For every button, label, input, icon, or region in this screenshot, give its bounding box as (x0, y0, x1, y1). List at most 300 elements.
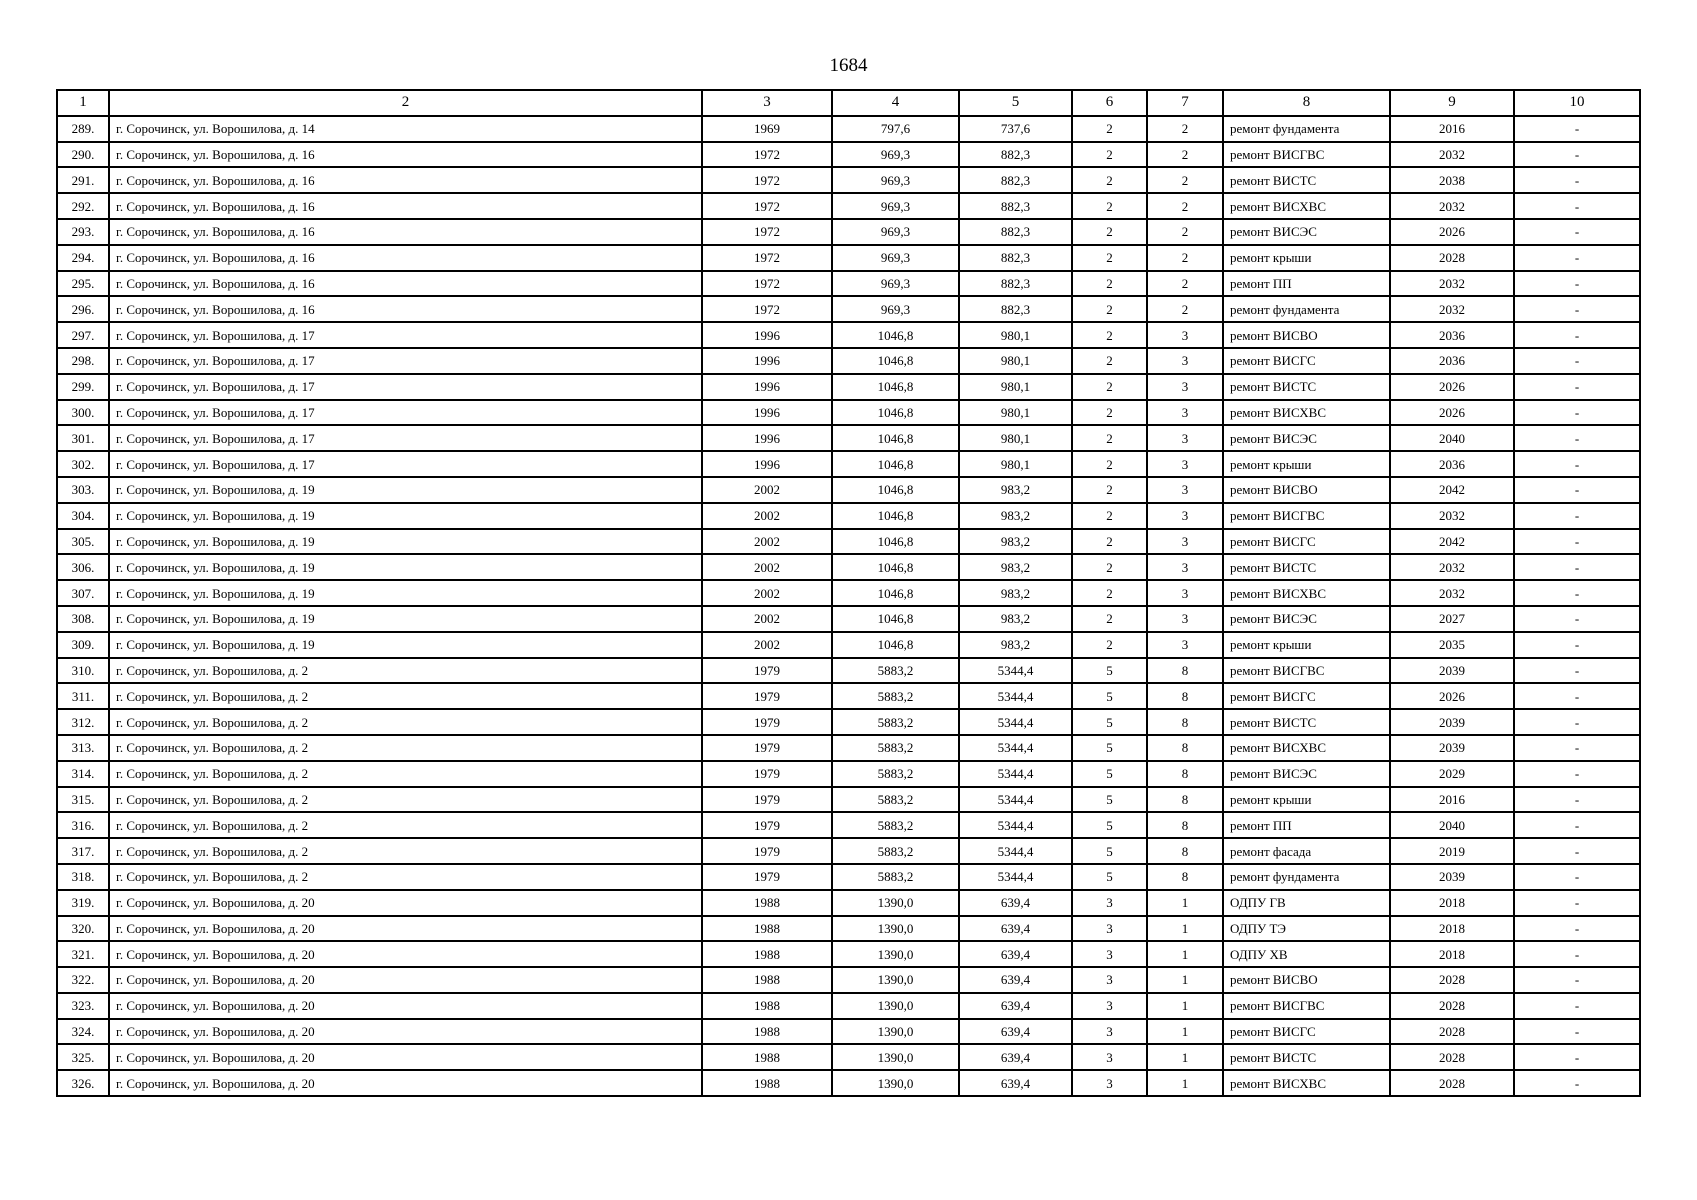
cell-floors: 2 (1072, 554, 1147, 580)
cell-entrances: 3 (1147, 322, 1223, 348)
cell-planned-year: 2018 (1390, 941, 1514, 967)
cell-note: - (1514, 1019, 1640, 1045)
cell-planned-year: 2039 (1390, 709, 1514, 735)
cell-year-built: 1996 (702, 400, 832, 426)
cell-note: - (1514, 993, 1640, 1019)
table-row (57, 503, 1640, 529)
table-row (57, 529, 1640, 555)
cell-living-area: 639,4 (959, 941, 1072, 967)
cell-work-type: ремонт ВИСТС (1223, 374, 1390, 400)
cell-year-built: 1979 (702, 709, 832, 735)
cell-work-type: ремонт ВИСЭС (1223, 219, 1390, 245)
cell-planned-year: 2038 (1390, 167, 1514, 193)
table-row (57, 632, 1640, 658)
cell-living-area: 5344,4 (959, 735, 1072, 761)
cell-row-number: 322. (57, 967, 109, 993)
cell-floors: 2 (1072, 503, 1147, 529)
cell-year-built: 1972 (702, 193, 832, 219)
cell-row-number: 323. (57, 993, 109, 1019)
column-header-2: 2 (109, 90, 702, 116)
cell-living-area: 5344,4 (959, 864, 1072, 890)
cell-planned-year: 2032 (1390, 296, 1514, 322)
cell-note: - (1514, 529, 1640, 555)
cell-note: - (1514, 606, 1640, 632)
cell-work-type: ремонт крыши (1223, 245, 1390, 271)
cell-planned-year: 2028 (1390, 993, 1514, 1019)
cell-total-area: 797,6 (832, 116, 959, 142)
cell-planned-year: 2029 (1390, 761, 1514, 787)
cell-planned-year: 2039 (1390, 658, 1514, 684)
page-number: 1684 (829, 55, 868, 76)
cell-entrances: 1 (1147, 1019, 1223, 1045)
cell-row-number: 317. (57, 838, 109, 864)
cell-row-number: 305. (57, 529, 109, 555)
cell-living-area: 882,3 (959, 167, 1072, 193)
cell-entrances: 8 (1147, 838, 1223, 864)
cell-floors: 2 (1072, 167, 1147, 193)
cell-note: - (1514, 142, 1640, 168)
cell-work-type: ремонт ВИСТС (1223, 709, 1390, 735)
cell-total-area: 969,3 (832, 245, 959, 271)
cell-floors: 5 (1072, 838, 1147, 864)
cell-address: г. Сорочинск, ул. Ворошилова, д. 2 (109, 838, 702, 864)
cell-living-area: 639,4 (959, 967, 1072, 993)
cell-note: - (1514, 709, 1640, 735)
cell-row-number: 289. (57, 116, 109, 142)
cell-floors: 5 (1072, 812, 1147, 838)
cell-living-area: 5344,4 (959, 838, 1072, 864)
cell-note: - (1514, 683, 1640, 709)
cell-address: г. Сорочинск, ул. Ворошилова, д. 19 (109, 632, 702, 658)
cell-living-area: 980,1 (959, 348, 1072, 374)
cell-address: г. Сорочинск, ул. Ворошилова, д. 20 (109, 890, 702, 916)
cell-floors: 3 (1072, 993, 1147, 1019)
cell-total-area: 5883,2 (832, 864, 959, 890)
cell-total-area: 1046,8 (832, 348, 959, 374)
cell-floors: 2 (1072, 477, 1147, 503)
cell-planned-year: 2035 (1390, 632, 1514, 658)
cell-total-area: 5883,2 (832, 838, 959, 864)
cell-address: г. Сорочинск, ул. Ворошилова, д. 2 (109, 683, 702, 709)
cell-work-type: ремонт ВИСГВС (1223, 503, 1390, 529)
column-header-10: 10 (1514, 90, 1640, 116)
cell-floors: 2 (1072, 425, 1147, 451)
cell-row-number: 318. (57, 864, 109, 890)
cell-year-built: 1988 (702, 1070, 832, 1096)
cell-row-number: 326. (57, 1070, 109, 1096)
cell-year-built: 2002 (702, 580, 832, 606)
cell-planned-year: 2026 (1390, 219, 1514, 245)
cell-address: г. Сорочинск, ул. Ворошилова, д. 20 (109, 1044, 702, 1070)
cell-address: г. Сорочинск, ул. Ворошилова, д. 2 (109, 761, 702, 787)
cell-row-number: 320. (57, 916, 109, 942)
cell-work-type: ОДПУ ХВ (1223, 941, 1390, 967)
cell-year-built: 2002 (702, 606, 832, 632)
table-row (57, 993, 1640, 1019)
cell-note: - (1514, 554, 1640, 580)
cell-row-number: 300. (57, 400, 109, 426)
cell-living-area: 983,2 (959, 606, 1072, 632)
cell-year-built: 1979 (702, 735, 832, 761)
cell-note: - (1514, 451, 1640, 477)
cell-work-type: ремонт ВИСХВС (1223, 400, 1390, 426)
cell-address: г. Сорочинск, ул. Ворошилова, д. 16 (109, 271, 702, 297)
cell-year-built: 1979 (702, 864, 832, 890)
cell-address: г. Сорочинск, ул. Ворошилова, д. 17 (109, 374, 702, 400)
cell-floors: 2 (1072, 219, 1147, 245)
cell-row-number: 319. (57, 890, 109, 916)
cell-total-area: 1046,8 (832, 322, 959, 348)
cell-entrances: 8 (1147, 812, 1223, 838)
table-row (57, 322, 1640, 348)
cell-planned-year: 2032 (1390, 503, 1514, 529)
cell-total-area: 1046,8 (832, 529, 959, 555)
cell-entrances: 3 (1147, 632, 1223, 658)
cell-address: г. Сорочинск, ул. Ворошилова, д. 16 (109, 142, 702, 168)
cell-planned-year: 2040 (1390, 425, 1514, 451)
cell-row-number: 325. (57, 1044, 109, 1070)
cell-entrances: 8 (1147, 735, 1223, 761)
cell-note: - (1514, 632, 1640, 658)
cell-living-area: 5344,4 (959, 709, 1072, 735)
cell-year-built: 1979 (702, 787, 832, 813)
cell-address: г. Сорочинск, ул. Ворошилова, д. 17 (109, 322, 702, 348)
cell-year-built: 1979 (702, 838, 832, 864)
cell-row-number: 297. (57, 322, 109, 348)
cell-note: - (1514, 838, 1640, 864)
cell-address: г. Сорочинск, ул. Ворошилова, д. 2 (109, 787, 702, 813)
table-row (57, 709, 1640, 735)
cell-row-number: 294. (57, 245, 109, 271)
cell-note: - (1514, 967, 1640, 993)
cell-note: - (1514, 348, 1640, 374)
cell-entrances: 8 (1147, 864, 1223, 890)
cell-total-area: 969,3 (832, 219, 959, 245)
cell-year-built: 1996 (702, 322, 832, 348)
cell-living-area: 980,1 (959, 425, 1072, 451)
cell-planned-year: 2028 (1390, 1070, 1514, 1096)
cell-entrances: 1 (1147, 916, 1223, 942)
cell-floors: 3 (1072, 890, 1147, 916)
cell-note: - (1514, 245, 1640, 271)
cell-living-area: 983,2 (959, 580, 1072, 606)
cell-living-area: 983,2 (959, 477, 1072, 503)
table-row (57, 1070, 1640, 1096)
cell-row-number: 316. (57, 812, 109, 838)
table-row (57, 1019, 1640, 1045)
cell-planned-year: 2036 (1390, 451, 1514, 477)
cell-floors: 2 (1072, 296, 1147, 322)
cell-floors: 2 (1072, 632, 1147, 658)
cell-work-type: ремонт крыши (1223, 451, 1390, 477)
cell-address: г. Сорочинск, ул. Ворошилова, д. 20 (109, 916, 702, 942)
cell-floors: 5 (1072, 761, 1147, 787)
cell-note: - (1514, 219, 1640, 245)
cell-year-built: 1969 (702, 116, 832, 142)
cell-note: - (1514, 477, 1640, 503)
cell-address: г. Сорочинск, ул. Ворошилова, д. 17 (109, 451, 702, 477)
cell-year-built: 1988 (702, 1019, 832, 1045)
cell-work-type: ремонт ВИСХВС (1223, 580, 1390, 606)
cell-address: г. Сорочинск, ул. Ворошилова, д. 20 (109, 967, 702, 993)
cell-address: г. Сорочинск, ул. Ворошилова, д. 19 (109, 554, 702, 580)
cell-living-area: 639,4 (959, 890, 1072, 916)
cell-entrances: 3 (1147, 606, 1223, 632)
table-row (57, 245, 1640, 271)
cell-note: - (1514, 296, 1640, 322)
cell-address: г. Сорочинск, ул. Ворошилова, д. 17 (109, 348, 702, 374)
cell-row-number: 313. (57, 735, 109, 761)
cell-floors: 2 (1072, 271, 1147, 297)
cell-planned-year: 2040 (1390, 812, 1514, 838)
table-row (57, 554, 1640, 580)
column-header-6: 6 (1072, 90, 1147, 116)
cell-entrances: 2 (1147, 142, 1223, 168)
cell-planned-year: 2032 (1390, 193, 1514, 219)
cell-total-area: 1390,0 (832, 993, 959, 1019)
cell-living-area: 983,2 (959, 529, 1072, 555)
cell-work-type: ремонт ВИСТС (1223, 554, 1390, 580)
cell-year-built: 2002 (702, 632, 832, 658)
cell-address: г. Сорочинск, ул. Ворошилова, д. 2 (109, 709, 702, 735)
table-row (57, 606, 1640, 632)
cell-row-number: 293. (57, 219, 109, 245)
cell-planned-year: 2018 (1390, 916, 1514, 942)
cell-year-built: 1979 (702, 812, 832, 838)
cell-living-area: 882,3 (959, 193, 1072, 219)
cell-address: г. Сорочинск, ул. Ворошилова, д. 16 (109, 219, 702, 245)
cell-row-number: 303. (57, 477, 109, 503)
cell-living-area: 639,4 (959, 1070, 1072, 1096)
cell-work-type: ремонт крыши (1223, 787, 1390, 813)
cell-living-area: 5344,4 (959, 683, 1072, 709)
cell-floors: 5 (1072, 709, 1147, 735)
cell-address: г. Сорочинск, ул. Ворошилова, д. 20 (109, 941, 702, 967)
cell-planned-year: 2026 (1390, 683, 1514, 709)
table-row (57, 477, 1640, 503)
cell-work-type: ремонт фундамента (1223, 864, 1390, 890)
cell-row-number: 309. (57, 632, 109, 658)
cell-address: г. Сорочинск, ул. Ворошилова, д. 2 (109, 864, 702, 890)
cell-address: г. Сорочинск, ул. Ворошилова, д. 17 (109, 400, 702, 426)
cell-entrances: 3 (1147, 400, 1223, 426)
cell-living-area: 5344,4 (959, 787, 1072, 813)
cell-address: г. Сорочинск, ул. Ворошилова, д. 19 (109, 503, 702, 529)
cell-note: - (1514, 864, 1640, 890)
cell-work-type: ОДПУ ГВ (1223, 890, 1390, 916)
cell-floors: 2 (1072, 580, 1147, 606)
cell-living-area: 980,1 (959, 322, 1072, 348)
cell-work-type: ремонт фундамента (1223, 296, 1390, 322)
cell-floors: 2 (1072, 400, 1147, 426)
cell-work-type: ремонт ВИСГС (1223, 1019, 1390, 1045)
cell-total-area: 1390,0 (832, 941, 959, 967)
cell-entrances: 3 (1147, 477, 1223, 503)
cell-work-type: ремонт ВИСВО (1223, 967, 1390, 993)
cell-floors: 2 (1072, 245, 1147, 271)
cell-row-number: 308. (57, 606, 109, 632)
cell-planned-year: 2019 (1390, 838, 1514, 864)
cell-work-type: ремонт ВИСВО (1223, 477, 1390, 503)
cell-total-area: 5883,2 (832, 709, 959, 735)
cell-entrances: 8 (1147, 787, 1223, 813)
cell-total-area: 1390,0 (832, 916, 959, 942)
cell-planned-year: 2032 (1390, 142, 1514, 168)
cell-total-area: 1390,0 (832, 1070, 959, 1096)
cell-year-built: 1996 (702, 451, 832, 477)
cell-planned-year: 2027 (1390, 606, 1514, 632)
cell-entrances: 8 (1147, 761, 1223, 787)
cell-floors: 3 (1072, 1044, 1147, 1070)
cell-living-area: 980,1 (959, 374, 1072, 400)
cell-floors: 5 (1072, 683, 1147, 709)
cell-planned-year: 2028 (1390, 967, 1514, 993)
cell-address: г. Сорочинск, ул. Ворошилова, д. 19 (109, 580, 702, 606)
cell-entrances: 8 (1147, 658, 1223, 684)
cell-total-area: 1390,0 (832, 967, 959, 993)
cell-total-area: 1046,8 (832, 374, 959, 400)
cell-address: г. Сорочинск, ул. Ворошилова, д. 19 (109, 477, 702, 503)
table-row (57, 296, 1640, 322)
cell-note: - (1514, 271, 1640, 297)
cell-floors: 2 (1072, 529, 1147, 555)
cell-entrances: 2 (1147, 167, 1223, 193)
table-row (57, 167, 1640, 193)
cell-row-number: 321. (57, 941, 109, 967)
cell-year-built: 2002 (702, 554, 832, 580)
table-row (57, 735, 1640, 761)
cell-total-area: 5883,2 (832, 683, 959, 709)
cell-living-area: 737,6 (959, 116, 1072, 142)
cell-floors: 5 (1072, 735, 1147, 761)
table-row (57, 890, 1640, 916)
cell-year-built: 1972 (702, 219, 832, 245)
table-row (57, 451, 1640, 477)
cell-work-type: ОДПУ ТЭ (1223, 916, 1390, 942)
cell-year-built: 1972 (702, 167, 832, 193)
cell-work-type: ремонт фасада (1223, 838, 1390, 864)
cell-total-area: 5883,2 (832, 761, 959, 787)
cell-floors: 2 (1072, 116, 1147, 142)
cell-living-area: 882,3 (959, 219, 1072, 245)
cell-note: - (1514, 1044, 1640, 1070)
cell-entrances: 1 (1147, 1070, 1223, 1096)
cell-floors: 2 (1072, 322, 1147, 348)
cell-year-built: 1979 (702, 761, 832, 787)
cell-total-area: 1046,8 (832, 400, 959, 426)
table-row (57, 193, 1640, 219)
cell-work-type: ремонт ВИСХВС (1223, 193, 1390, 219)
cell-living-area: 5344,4 (959, 761, 1072, 787)
cell-planned-year: 2028 (1390, 245, 1514, 271)
table-row (57, 864, 1640, 890)
cell-living-area: 983,2 (959, 632, 1072, 658)
cell-floors: 3 (1072, 1019, 1147, 1045)
column-header-1: 1 (57, 90, 109, 116)
table-row (57, 116, 1640, 142)
column-header-9: 9 (1390, 90, 1514, 116)
cell-address: г. Сорочинск, ул. Ворошилова, д. 17 (109, 425, 702, 451)
cell-entrances: 3 (1147, 425, 1223, 451)
cell-address: г. Сорочинск, ул. Ворошилова, д. 14 (109, 116, 702, 142)
cell-year-built: 2002 (702, 503, 832, 529)
cell-row-number: 306. (57, 554, 109, 580)
cell-total-area: 1390,0 (832, 890, 959, 916)
cell-row-number: 314. (57, 761, 109, 787)
table-row (57, 142, 1640, 168)
cell-total-area: 5883,2 (832, 812, 959, 838)
cell-planned-year: 2018 (1390, 890, 1514, 916)
cell-year-built: 1996 (702, 425, 832, 451)
table-row (57, 580, 1640, 606)
cell-address: г. Сорочинск, ул. Ворошилова, д. 2 (109, 658, 702, 684)
cell-work-type: ремонт ПП (1223, 812, 1390, 838)
cell-note: - (1514, 503, 1640, 529)
cell-year-built: 1979 (702, 683, 832, 709)
cell-note: - (1514, 761, 1640, 787)
cell-row-number: 301. (57, 425, 109, 451)
cell-total-area: 1046,8 (832, 425, 959, 451)
cell-work-type: ремонт ВИСВО (1223, 322, 1390, 348)
column-header-7: 7 (1147, 90, 1223, 116)
cell-total-area: 1046,8 (832, 451, 959, 477)
cell-note: - (1514, 167, 1640, 193)
cell-row-number: 312. (57, 709, 109, 735)
cell-note: - (1514, 812, 1640, 838)
cell-note: - (1514, 374, 1640, 400)
cell-address: г. Сорочинск, ул. Ворошилова, д. 2 (109, 812, 702, 838)
cell-work-type: ремонт ПП (1223, 271, 1390, 297)
cell-living-area: 882,3 (959, 245, 1072, 271)
cell-year-built: 2002 (702, 477, 832, 503)
table-row (57, 374, 1640, 400)
cell-row-number: 307. (57, 580, 109, 606)
cell-total-area: 969,3 (832, 142, 959, 168)
cell-living-area: 639,4 (959, 993, 1072, 1019)
cell-address: г. Сорочинск, ул. Ворошилова, д. 2 (109, 735, 702, 761)
cell-floors: 5 (1072, 787, 1147, 813)
cell-planned-year: 2039 (1390, 864, 1514, 890)
table-row (57, 838, 1640, 864)
cell-planned-year: 2032 (1390, 271, 1514, 297)
cell-living-area: 983,2 (959, 554, 1072, 580)
cell-work-type: ремонт ВИСЭС (1223, 425, 1390, 451)
table-row (57, 658, 1640, 684)
cell-entrances: 2 (1147, 296, 1223, 322)
cell-living-area: 980,1 (959, 451, 1072, 477)
cell-total-area: 1390,0 (832, 1044, 959, 1070)
cell-work-type: ремонт ВИСГВС (1223, 993, 1390, 1019)
cell-entrances: 8 (1147, 709, 1223, 735)
cell-note: - (1514, 916, 1640, 942)
cell-planned-year: 2042 (1390, 529, 1514, 555)
cell-note: - (1514, 735, 1640, 761)
cell-entrances: 1 (1147, 967, 1223, 993)
cell-address: г. Сорочинск, ул. Ворошилова, д. 16 (109, 193, 702, 219)
table-row (57, 683, 1640, 709)
cell-entrances: 3 (1147, 554, 1223, 580)
cell-total-area: 1046,8 (832, 632, 959, 658)
table-row (57, 761, 1640, 787)
cell-floors: 2 (1072, 193, 1147, 219)
cell-living-area: 980,1 (959, 400, 1072, 426)
cell-living-area: 5344,4 (959, 812, 1072, 838)
cell-address: г. Сорочинск, ул. Ворошилова, д. 16 (109, 296, 702, 322)
cell-year-built: 1979 (702, 658, 832, 684)
cell-row-number: 296. (57, 296, 109, 322)
cell-row-number: 315. (57, 787, 109, 813)
cell-address: г. Сорочинск, ул. Ворошилова, д. 20 (109, 1070, 702, 1096)
